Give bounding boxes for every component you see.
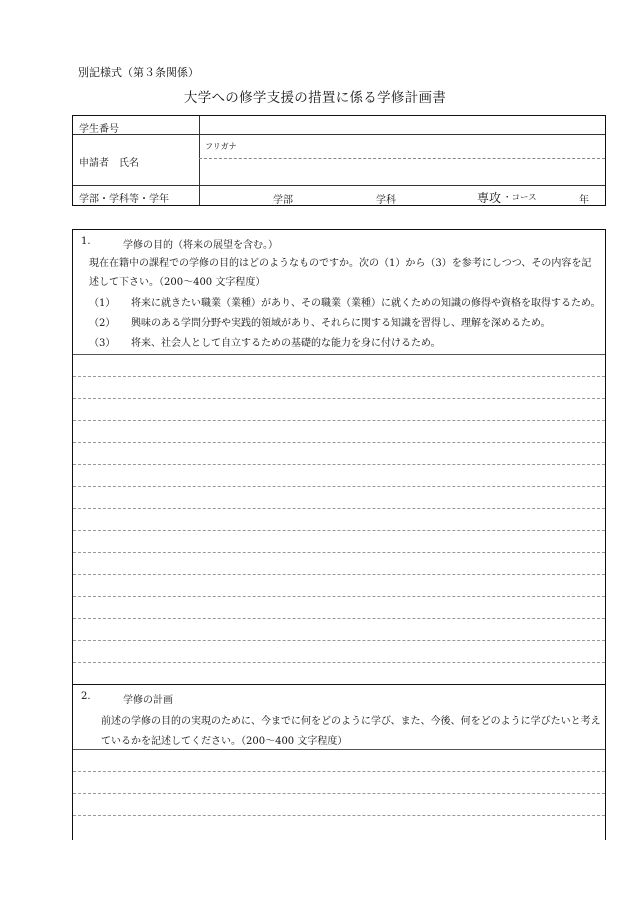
study-plan-section [72,684,606,840]
applicant-name-label: 申請者 氏名 [79,158,139,169]
course-label: ・コース [503,193,537,203]
major-label: 専攻 [477,191,502,205]
item-text: 興味のある学問分野や実践的領域があり、それらに関する知識を習得し、理解を深めるため。 [131,318,551,329]
instruction-text: 前述の学修の目的の実現のために、今までに何をどのように学び、また、今後、何をどのように学びたいと考え [101,716,601,727]
section-number: 2. [81,691,91,702]
section-heading: 学修の計画 [123,695,173,706]
student-number-label: 学生番号 [79,124,119,135]
faculty-row-label: 学部・学科等・学年 [79,194,169,205]
section-number: 1. [81,236,91,247]
instruction-text: ているかを記述してください。（200～400 文字程度） [101,736,348,747]
form-reference: 別記様式（第３条関係） [78,66,199,79]
writing-line [73,354,605,355]
study-purpose-input-area[interactable] [74,356,604,682]
table-rule [73,185,605,186]
year-suffix: 年 [579,195,589,206]
section-heading: 学修の目的（将来の展望を含む。） [123,240,278,251]
item-number: （2） [89,318,116,329]
item-number: （3） [89,338,116,349]
instruction-text: 述して下さい。（200～400 文字程度） [89,277,266,288]
table-divider [199,116,200,205]
item-text: 将来に就きたい職業（業種）があり、その職業（業種）に就くための知識の修得や資格を取得するため。 [131,298,601,309]
instruction-text: 現在在籍中の課程での学修の目的はどのようなものですか。次の（1）から（3）を参考にしつつ、その内容を記 [89,258,592,269]
writing-line [73,749,605,750]
applicant-name-field[interactable] [201,159,604,184]
study-purpose-section [72,229,606,684]
applicant-info-table [72,115,606,206]
faculty-suffix: 学部 [273,195,293,206]
department-suffix: 学科 [376,195,396,206]
item-number: （1） [89,298,116,309]
item-text: 将来、社会人として自立するための基礎的な能力を身に付けるため。 [131,338,441,349]
furigana-label: フリガナ [205,142,237,151]
student-number-field[interactable] [201,117,604,133]
study-plan-input-area[interactable] [74,751,604,839]
document-title: 大学への修学支援の措置に係る学修計画書 [183,90,447,106]
furigana-field[interactable] [201,135,604,157]
